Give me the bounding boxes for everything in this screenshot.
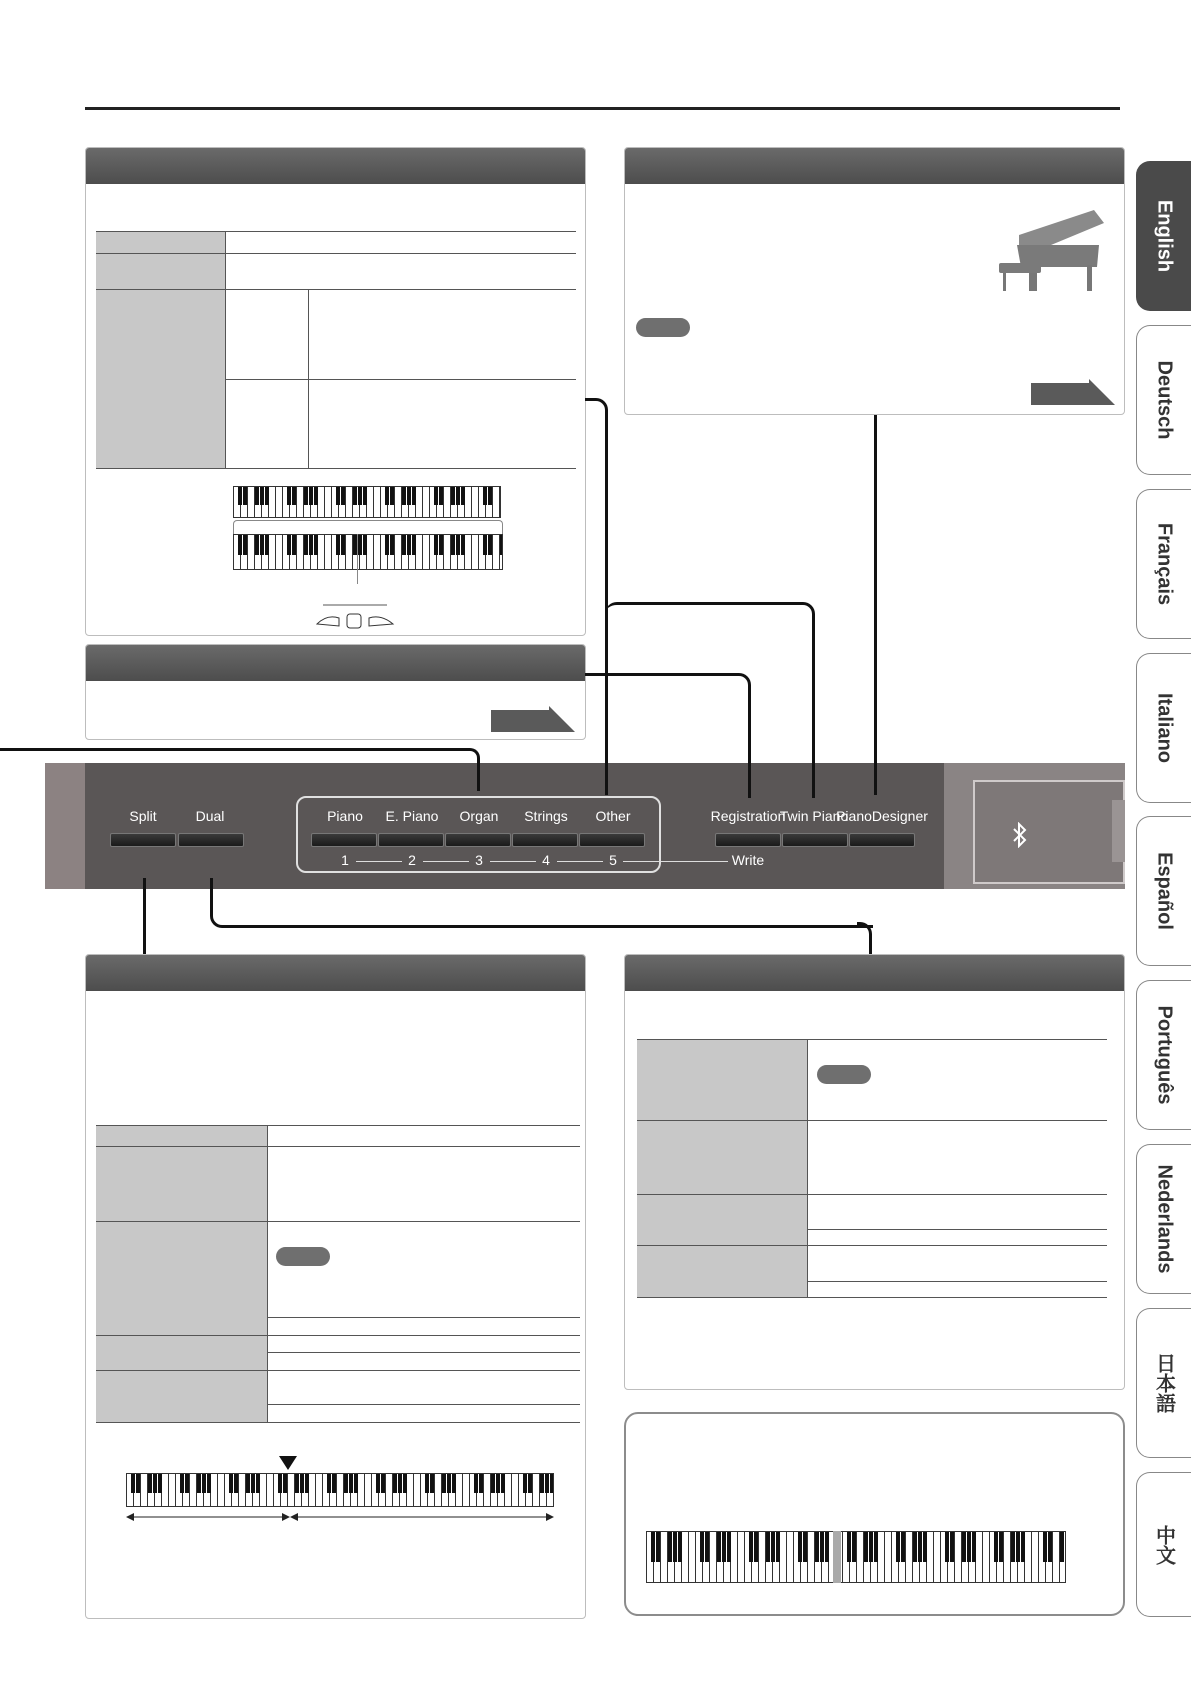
note-badge: [276, 1247, 330, 1266]
tone-button-piano[interactable]: [311, 833, 377, 847]
write-label: Write: [731, 852, 765, 868]
keyboard-illustration: [646, 1531, 1066, 1583]
connector-line: [143, 878, 146, 954]
tone-button-organ[interactable]: [445, 833, 511, 847]
dual-button[interactable]: [178, 833, 244, 847]
connector-line: [874, 415, 877, 795]
panel-header: [625, 148, 1124, 184]
number-5: 5: [609, 852, 617, 868]
grand-piano-icon: [999, 205, 1109, 300]
bluetooth-indicator: [973, 780, 1125, 884]
tone-label-other: Other: [595, 808, 631, 824]
tab-japanese[interactable]: 日本語: [1136, 1308, 1191, 1458]
tab-espanol[interactable]: Español: [1136, 816, 1191, 966]
split-button[interactable]: [110, 833, 176, 847]
keyboard-range-box: [624, 1412, 1125, 1616]
piano-designer-button[interactable]: [849, 833, 915, 847]
split-point-marker-icon: [279, 1456, 297, 1470]
connector-line: [210, 878, 873, 928]
panel-header: [86, 148, 585, 184]
page-reference-button[interactable]: [491, 706, 575, 736]
tab-nederlands[interactable]: Nederlands: [1136, 1144, 1191, 1294]
registration-button[interactable]: [715, 833, 781, 847]
bluetooth-icon: [1012, 822, 1028, 848]
panel-header: [86, 955, 585, 991]
piano-designer-panel: [624, 147, 1125, 415]
tone-label-strings: Strings: [524, 808, 568, 824]
registration-panel: [85, 644, 586, 740]
number-2: 2: [408, 852, 416, 868]
connector-line: [605, 602, 815, 798]
tone-button-other[interactable]: [579, 833, 645, 847]
dual-panel: [624, 954, 1125, 1390]
tab-english[interactable]: English: [1136, 161, 1191, 311]
split-label: Split: [129, 808, 157, 824]
registration-label: Registration: [710, 808, 786, 824]
tab-francais[interactable]: Français: [1136, 489, 1191, 639]
tab-portugues[interactable]: Português: [1136, 980, 1191, 1130]
keyboard-illustration: [233, 486, 501, 518]
twin-piano-button[interactable]: [782, 833, 848, 847]
tone-label-piano: Piano: [327, 808, 363, 824]
tone-button-strings[interactable]: [512, 833, 578, 847]
dual-label: Dual: [195, 808, 225, 824]
keyboard-illustration: [126, 1473, 554, 1507]
connector-line: [857, 922, 872, 957]
number-4: 4: [542, 852, 550, 868]
top-rule: [85, 107, 1120, 110]
twin-piano-panel: [85, 147, 586, 636]
tab-chinese[interactable]: 中文: [1136, 1472, 1191, 1617]
tone-label-e-piano: E. Piano: [385, 808, 439, 824]
tone-label-organ: Organ: [459, 808, 499, 824]
panel-header: [86, 645, 585, 681]
connector-line: [585, 398, 608, 619]
range-arrows: [126, 1511, 554, 1523]
note-badge: [636, 318, 690, 337]
split-keyboard-illustration: [233, 534, 503, 570]
split-panel: [85, 954, 586, 1619]
pedal-icon: [315, 602, 395, 632]
panel-header: [625, 955, 1124, 991]
tab-italiano[interactable]: Italiano: [1136, 653, 1191, 803]
note-badge: [817, 1065, 871, 1084]
number-1: 1: [341, 852, 349, 868]
tab-deutsch[interactable]: Deutsch: [1136, 325, 1191, 475]
page-reference-button[interactable]: [1031, 379, 1115, 409]
number-3: 3: [475, 852, 483, 868]
piano-designer-label: PianoDesigner: [836, 808, 928, 824]
tone-button-e-piano[interactable]: [378, 833, 444, 847]
twin-piano-label: Twin Piano: [779, 808, 849, 824]
connector-line: [0, 748, 480, 791]
